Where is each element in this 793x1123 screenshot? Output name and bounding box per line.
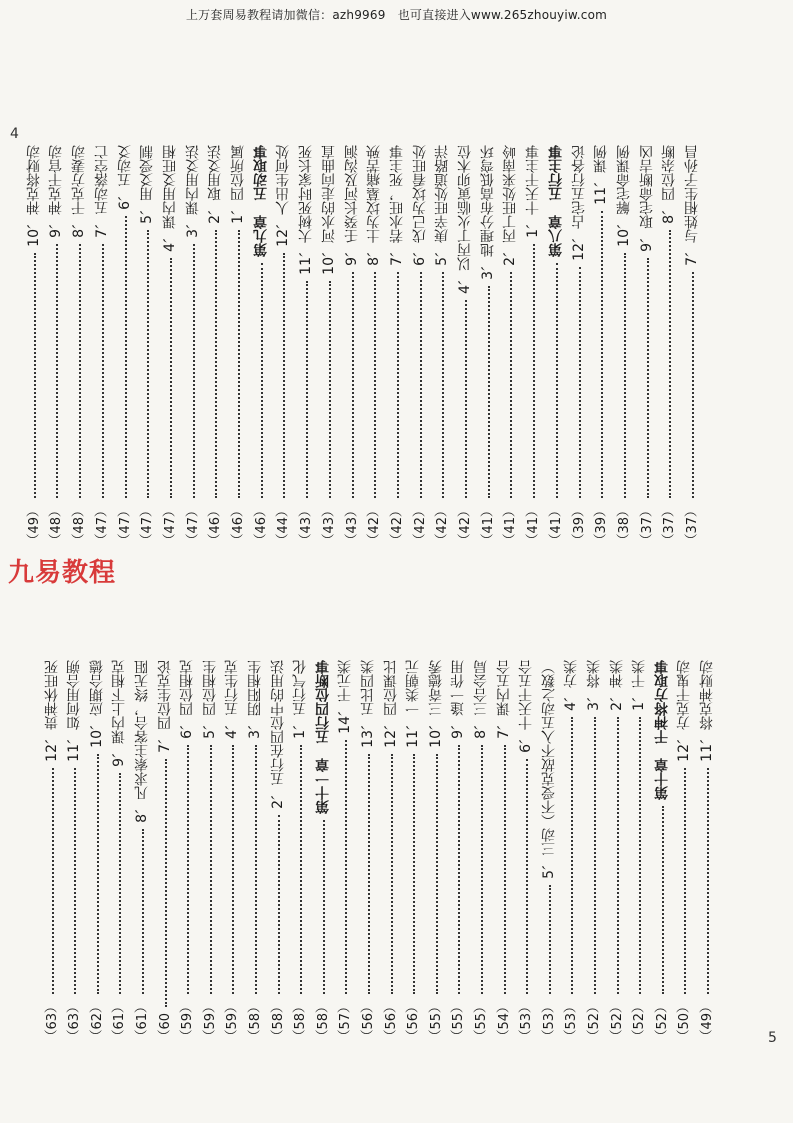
toc-page-number: （53） bbox=[519, 1000, 535, 1043]
left-page-number: 4 bbox=[10, 126, 19, 142]
toc-entry bbox=[359, 660, 378, 1043]
toc-entry-title: 3、阴阳相生 bbox=[247, 660, 263, 739]
toc-entry-title: 4、课内用爻旺相 bbox=[161, 145, 178, 252]
toc-page-number: （47） bbox=[117, 504, 133, 547]
toc-entry bbox=[343, 145, 362, 547]
toc-dot-leader bbox=[647, 258, 649, 499]
toc-entry bbox=[156, 660, 175, 1043]
toc-entry-title: 8、土为坟墓痛苦殃 bbox=[366, 145, 383, 266]
toc-entry bbox=[47, 145, 66, 547]
toc-dot-leader bbox=[504, 745, 506, 995]
toc-dot-leader bbox=[662, 806, 664, 994]
toc-entry bbox=[592, 145, 611, 547]
toc-page-number: （56） bbox=[361, 1000, 376, 1043]
toc-dot-leader bbox=[526, 759, 528, 995]
toc-page-number: （61） bbox=[135, 1000, 150, 1043]
toc-dot-leader bbox=[481, 745, 483, 995]
toc-page-number: （44） bbox=[276, 504, 292, 547]
toc-chapter-title: 第十章 干神将方取事 bbox=[653, 660, 670, 800]
toc-entry-title: 4、以丙丁火临寅卯木位 bbox=[457, 145, 473, 294]
toc-entry bbox=[585, 660, 604, 1043]
toc-page-number: （47） bbox=[185, 504, 201, 547]
toc-page-number: （43） bbox=[299, 504, 315, 547]
toc-dot-leader bbox=[669, 230, 671, 499]
toc-entry bbox=[517, 660, 536, 1043]
toc-chapter-title: 第八章 五行主事 bbox=[547, 145, 564, 257]
toc-dot-leader bbox=[420, 272, 422, 499]
toc-dot-leader bbox=[707, 768, 709, 995]
toc-entry-title: 12、四位课比 bbox=[382, 660, 399, 748]
right-page-number: 5 bbox=[768, 1030, 777, 1046]
toc-entry bbox=[201, 660, 220, 1043]
toc-entry bbox=[675, 660, 694, 1043]
toc-dot-leader bbox=[579, 267, 581, 499]
toc-entry bbox=[110, 660, 129, 1043]
toc-page-number: （52） bbox=[587, 1000, 602, 1043]
toc-dot-leader bbox=[617, 717, 619, 995]
toc-entry bbox=[206, 145, 225, 547]
toc-entry bbox=[138, 145, 157, 547]
toc-dot-leader bbox=[34, 253, 36, 499]
toc-dot-leader bbox=[329, 281, 331, 499]
toc-dot-leader bbox=[125, 216, 127, 499]
toc-dot-leader bbox=[323, 820, 325, 994]
toc-page-number: （56） bbox=[383, 1000, 399, 1043]
toc-entry-title: 1、五行气化 bbox=[292, 660, 309, 739]
toc-dot-leader bbox=[300, 745, 302, 995]
toc-entry bbox=[683, 145, 702, 547]
toc-entry-title: 12、方克干鬼动 bbox=[676, 660, 693, 762]
toc-page-number: （58） bbox=[315, 1000, 331, 1043]
toc-dot-leader bbox=[488, 286, 490, 499]
toc-entry bbox=[246, 660, 265, 1043]
page-header-banner: 上万套周易教程请加微信：azh9969 也可直接进入www.265zhouyiw.com bbox=[185, 8, 608, 22]
toc-dot-leader bbox=[624, 253, 626, 499]
toc-entry bbox=[638, 145, 657, 547]
toc-dot-leader bbox=[74, 768, 76, 995]
toc-entry-title: 11、大树死时家长死 bbox=[298, 145, 315, 275]
toc-dot-leader bbox=[533, 244, 535, 499]
toc-entry bbox=[269, 660, 288, 1043]
toc-entry bbox=[93, 145, 112, 547]
toc-entry-title: 8、三合会局 bbox=[473, 660, 489, 739]
toc-dot-leader bbox=[238, 230, 240, 499]
toc-entry-title: 8、四位杂断 bbox=[661, 145, 678, 224]
toc-entry-title: 5、用爻受制 bbox=[139, 145, 156, 224]
toc-entry-title: 2、五行在四位中的用法 bbox=[269, 660, 286, 809]
toc-entry bbox=[456, 145, 475, 547]
toc-entry bbox=[320, 145, 339, 547]
toc-entry bbox=[547, 145, 566, 547]
toc-entry-title: 8、干克方妻动 bbox=[71, 145, 88, 238]
toc-dot-leader bbox=[684, 768, 686, 995]
toc-page-number: （41） bbox=[548, 504, 564, 547]
toc-page-number: （59） bbox=[225, 1000, 241, 1043]
toc-page-number: （58） bbox=[270, 1000, 286, 1043]
toc-entry-title: 7、课内五合 bbox=[495, 660, 512, 739]
toc-entry bbox=[608, 660, 627, 1043]
toc-dot-leader bbox=[601, 211, 603, 499]
toc-dot-leader bbox=[187, 745, 189, 995]
toc-entry-title: 5、四位相生 bbox=[201, 660, 218, 739]
toc-entry-title: 11、如何用合朔 bbox=[66, 660, 83, 762]
toc-entry-title: 2、神类 bbox=[608, 660, 625, 711]
toc-page-number: （47） bbox=[162, 504, 178, 547]
toc-dot-leader bbox=[436, 754, 438, 995]
toc-entry-title: 13、五比四类 bbox=[360, 660, 376, 748]
toc-entry-title: 14、干元类 bbox=[337, 660, 354, 734]
toc-entry bbox=[70, 145, 89, 547]
toc-entry bbox=[178, 660, 197, 1043]
toc-chapter-title: 第九章 五动取事 bbox=[252, 145, 269, 257]
toc-entry bbox=[653, 660, 672, 1043]
toc-page-number: （43） bbox=[321, 504, 337, 547]
watermark-logo: 九易教程 bbox=[8, 558, 117, 588]
toc-dot-leader bbox=[458, 745, 460, 995]
toc-entry-title: 9、神克干官动 bbox=[48, 145, 65, 238]
toc-page-number: （57） bbox=[338, 1000, 354, 1043]
toc-page-number: （54） bbox=[496, 1000, 512, 1043]
toc-entry-title: 5、庚辛旺处道路洋 bbox=[434, 145, 451, 266]
toc-entry-title: 7、与姓相生子孙昌 bbox=[684, 145, 700, 266]
toc-entry bbox=[524, 145, 543, 547]
toc-page-number: （55） bbox=[428, 1000, 444, 1043]
toc-entry bbox=[433, 145, 452, 547]
toc-entry bbox=[291, 660, 310, 1043]
toc-entry-title: 2、取用爻法 bbox=[207, 145, 224, 224]
toc-entry-title: 11、课例 bbox=[593, 145, 610, 205]
toc-dot-leader bbox=[56, 244, 58, 499]
toc-entry-title: 12、人出生何处 bbox=[275, 145, 292, 247]
toc-dot-leader bbox=[374, 272, 376, 499]
toc-entry bbox=[472, 660, 491, 1043]
toc-entry bbox=[411, 145, 430, 547]
toc-entry bbox=[223, 660, 242, 1043]
toc-page-number: （49） bbox=[700, 1000, 715, 1043]
toc-page-number: （52） bbox=[654, 1000, 670, 1043]
toc-page-number: （42） bbox=[389, 504, 405, 547]
toc-page-number: （59） bbox=[180, 1000, 196, 1043]
toc-page-number: （53） bbox=[564, 1000, 580, 1043]
toc-page-number: （47） bbox=[140, 504, 156, 547]
toc-page-number: （42） bbox=[412, 504, 428, 547]
toc-dot-leader bbox=[413, 754, 415, 995]
toc-entry-title: 7、四位生克论 bbox=[156, 660, 173, 753]
toc-dot-leader bbox=[571, 717, 573, 995]
toc-entry bbox=[43, 660, 62, 1043]
toc-dot-leader bbox=[261, 263, 263, 498]
toc-page-number: （62） bbox=[89, 1000, 105, 1043]
toc-dot-leader bbox=[102, 244, 104, 499]
toc-entry-title: 10、应期合德 bbox=[88, 660, 105, 748]
toc-page-number: （58） bbox=[248, 1000, 263, 1043]
toc-dot-leader bbox=[442, 272, 444, 499]
toc-dot-leader bbox=[594, 717, 596, 995]
toc-entry bbox=[540, 660, 559, 1043]
toc-entry-title: 7、若水旺，死主事 bbox=[388, 145, 405, 266]
toc-dot-leader bbox=[692, 272, 694, 499]
toc-page-number: （52） bbox=[632, 1000, 648, 1043]
toc-entry bbox=[495, 660, 514, 1043]
toc-dot-leader bbox=[255, 745, 257, 995]
toc-page-number: （52） bbox=[609, 1000, 625, 1043]
toc-entry bbox=[388, 145, 407, 547]
toc-dot-leader bbox=[556, 263, 558, 498]
toc-page-number: （38） bbox=[616, 504, 632, 547]
toc-page-number: （59） bbox=[202, 1000, 218, 1043]
toc-dot-leader bbox=[147, 230, 149, 499]
toc-entry-title: 4、五行生克 bbox=[224, 660, 241, 739]
toc-dot-leader bbox=[193, 244, 195, 499]
toc-entry-title: 9、壬癸长河及沟涧 bbox=[343, 145, 360, 266]
toc-entry bbox=[336, 660, 355, 1043]
toc-entry-title: 6、十天干五合 bbox=[518, 660, 535, 753]
toc-entry bbox=[570, 145, 589, 547]
toc-entry bbox=[404, 660, 423, 1043]
toc-entry bbox=[660, 145, 679, 547]
toc-dot-leader bbox=[352, 272, 354, 499]
toc-dot-leader bbox=[52, 768, 54, 995]
toc-entry-title: 2、丙丁旺处来南岭 bbox=[502, 145, 519, 266]
toc-entry-title: 1、四位所属 bbox=[230, 145, 246, 224]
toc-dot-leader bbox=[549, 885, 551, 995]
toc-entry bbox=[382, 660, 401, 1043]
toc-page-number: （58） bbox=[293, 1000, 309, 1043]
toc-entry-title: 10、三奇德秀 bbox=[427, 660, 444, 748]
toc-page-number: （46） bbox=[208, 504, 224, 547]
toc-dot-leader bbox=[278, 815, 280, 995]
toc-dot-leader bbox=[306, 281, 308, 499]
toc-page-number: （63） bbox=[44, 1000, 60, 1043]
toc-page-number: （47） bbox=[94, 504, 110, 547]
toc-entry-title: 9、逢一作用 bbox=[450, 660, 467, 739]
toc-page-number: （42） bbox=[367, 504, 383, 547]
toc-entry bbox=[133, 660, 152, 1043]
toc-page-number: （48） bbox=[72, 504, 88, 547]
toc-dot-leader bbox=[215, 230, 217, 499]
toc-entry bbox=[365, 145, 384, 547]
toc-page-number: （60 bbox=[157, 1013, 173, 1043]
toc-entry-title: 6、五动爻 bbox=[116, 145, 133, 210]
toc-entry bbox=[297, 145, 316, 547]
toc-dot-leader bbox=[391, 754, 393, 995]
toc-entry-title: 1、干类 bbox=[631, 660, 648, 711]
toc-dot-leader bbox=[119, 773, 121, 995]
toc-page-number: （48） bbox=[49, 504, 65, 547]
toc-entry-title: 6、四位相克 bbox=[179, 660, 196, 739]
toc-entry-title: 3、将类 bbox=[586, 660, 602, 711]
toc-entry bbox=[314, 660, 333, 1043]
toc-entry-title: 10、解宅命课例 bbox=[615, 145, 632, 247]
toc-dot-leader bbox=[232, 745, 234, 995]
toc-page-number: （37） bbox=[662, 504, 678, 547]
toc-dot-leader bbox=[397, 272, 399, 499]
toc-entry-title: 12、占宅五行各论 bbox=[570, 145, 587, 261]
toc-entry-title: 3、地理分布高低弯环 bbox=[479, 145, 496, 280]
toc-entry bbox=[479, 145, 498, 547]
toc-entry bbox=[274, 145, 293, 547]
toc-page-number: （42） bbox=[435, 504, 451, 547]
toc-entry bbox=[630, 660, 649, 1043]
toc-entry-title: 9、取宅命断吉凶 bbox=[638, 145, 655, 252]
toc-entry bbox=[65, 660, 84, 1043]
toc-entry bbox=[161, 145, 180, 547]
toc-entry-title: 10、神克将财动 bbox=[25, 145, 42, 247]
toc-page-number: （46） bbox=[253, 504, 269, 547]
toc-dot-leader bbox=[283, 253, 285, 499]
toc-dot-leader bbox=[345, 740, 347, 995]
toc-entry bbox=[449, 660, 468, 1043]
toc-entry bbox=[501, 145, 520, 547]
toc-entry bbox=[698, 660, 717, 1043]
toc-entry-title: 6、戊己为坟看旺处 bbox=[411, 145, 428, 266]
toc-page-number: （49） bbox=[26, 504, 42, 547]
toc-entry-title: 8、凡求索主客合，终无阻 bbox=[134, 660, 150, 823]
toc-entry-title: 5、三动（不受克故不入五动之数） bbox=[540, 660, 557, 879]
toc-entry-title: 3、课内用爻法 bbox=[184, 145, 201, 238]
toc-page-number: （50） bbox=[677, 1000, 693, 1043]
toc-page-number: （37） bbox=[639, 504, 655, 547]
toc-entry bbox=[116, 145, 135, 547]
toc-entry-title: 11、将克神财动 bbox=[699, 660, 715, 762]
toc-dot-leader bbox=[97, 754, 99, 995]
toc-entry bbox=[88, 660, 107, 1043]
toc-dot-leader bbox=[510, 272, 512, 499]
toc-page-number: （55） bbox=[474, 1000, 489, 1043]
toc-page-number: （39） bbox=[571, 504, 587, 547]
toc-page-number: （53） bbox=[541, 1000, 557, 1043]
toc-page-number: （46） bbox=[231, 504, 246, 547]
toc-page-number: （39） bbox=[594, 504, 610, 547]
toc-entry bbox=[229, 145, 248, 547]
toc-page-number: （42） bbox=[458, 504, 473, 547]
toc-page-number: （63） bbox=[67, 1000, 83, 1043]
toc-chapter-title: 第十一章 五行四位断事 bbox=[314, 660, 331, 814]
toc-page-number: （61） bbox=[112, 1000, 128, 1043]
toc-entry-title: 7、五动落空亡 bbox=[93, 145, 110, 238]
toc-entry bbox=[427, 660, 446, 1043]
toc-page-number: （41） bbox=[480, 504, 496, 547]
toc-entry bbox=[562, 660, 581, 1043]
toc-entry-title: 9、课内上下相克 bbox=[111, 660, 128, 767]
toc-entry bbox=[184, 145, 203, 547]
toc-dot-leader bbox=[79, 244, 81, 499]
toc-entry bbox=[615, 145, 634, 547]
toc-page-number: （43） bbox=[344, 504, 360, 547]
toc-entry-title: 10、河水的走向曲直 bbox=[320, 145, 337, 275]
toc-dot-leader bbox=[639, 717, 641, 995]
toc-dot-leader bbox=[142, 829, 144, 995]
toc-dot-leader bbox=[368, 754, 370, 995]
toc-dot-leader bbox=[165, 759, 167, 1008]
toc-dot-leader bbox=[170, 258, 172, 499]
toc-entry-title: 4、方类 bbox=[563, 660, 580, 711]
toc-dot-leader bbox=[465, 300, 467, 499]
toc-page-number: （41） bbox=[526, 504, 542, 547]
toc-page-number: （37） bbox=[685, 504, 700, 547]
toc-entry-title: 12、贵神休旺死 bbox=[43, 660, 60, 762]
toc-entry bbox=[252, 145, 271, 547]
toc-entry-title: 1、十天干主事 bbox=[525, 145, 542, 238]
toc-dot-leader bbox=[210, 745, 212, 995]
toc-page-number: （56） bbox=[406, 1000, 422, 1043]
toc-page-number: （55） bbox=[451, 1000, 467, 1043]
toc-entry bbox=[25, 145, 44, 547]
toc-page-number: （41） bbox=[503, 504, 519, 547]
toc-entry-title: 11、一类朝元 bbox=[405, 660, 422, 748]
